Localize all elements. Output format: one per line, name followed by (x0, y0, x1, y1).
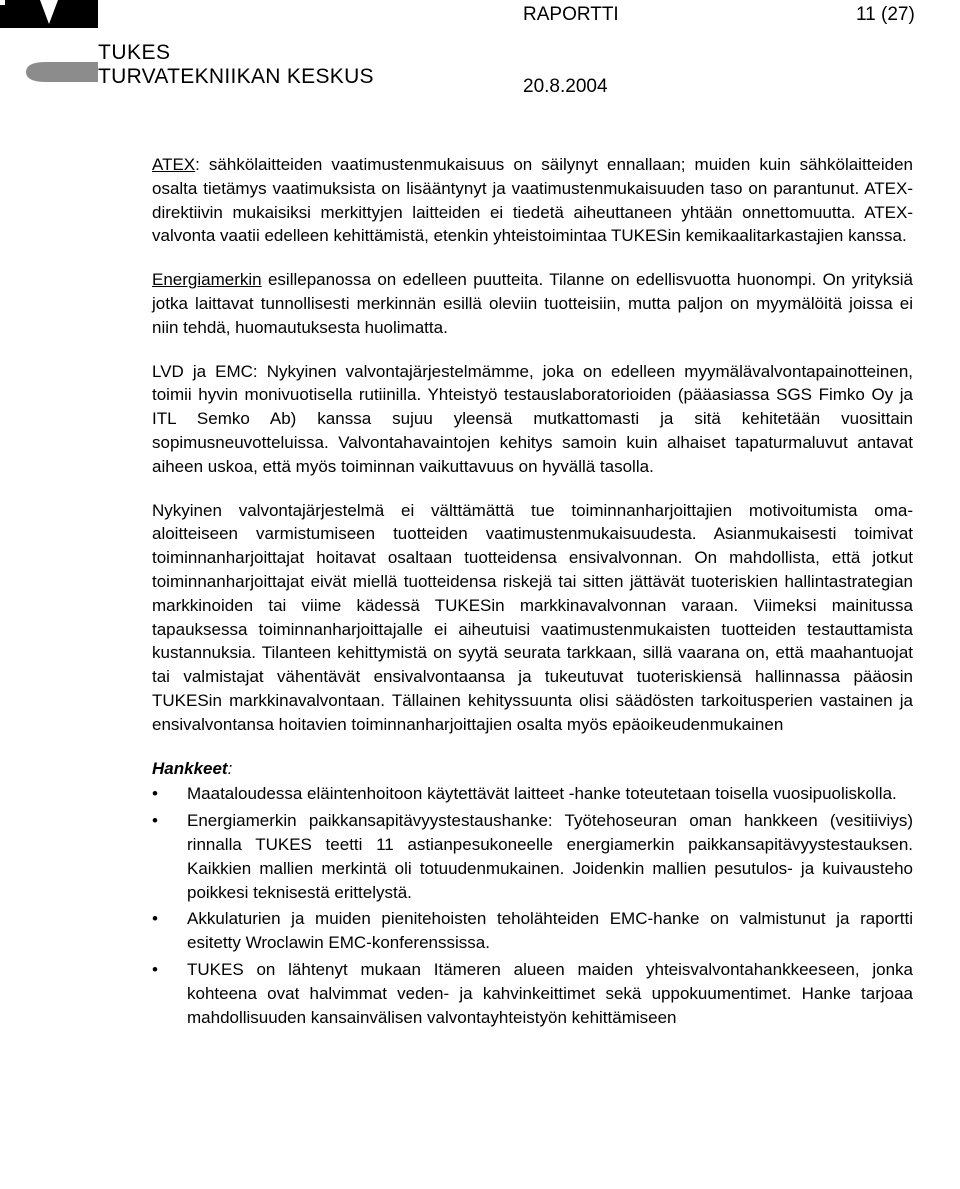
document-body (152, 153, 913, 1032)
projects-heading-colon: : (227, 758, 233, 778)
list-item-text: Energiamerkin paikkansapitävyystestaushanke: Työtehoseuran oman hankkeen (vesitiiviys) rinnalla TUKES teetti 11 astianpesukoneelle energiamerkin paikkansapitävyystestauksen. Kaikkien mallien merkintä oli totuudenmukainen. Joidenkin mallien pesutulos- ja kuivausteho poikkesi teknisestä erittelystä. (187, 811, 913, 902)
list-item-text: Akkulaturien ja muiden pienitehoisten teholähteiden EMC-hanke on valmistunut ja raportti esitetty Wroclawin EMC-konferenssissa. (187, 909, 913, 953)
paragraph-atex (152, 153, 913, 248)
projects-list (152, 782, 913, 1029)
list-item-text: Maataloudessa eläintenhoitoon käytettävät laitteet -hanke toteutetaan toisella vuosipuoliskolla. (187, 784, 897, 804)
bullet-icon: • (152, 959, 158, 979)
list-item (152, 782, 913, 806)
paragraph-surveillance-system: Nykyinen valvontajärjestelmä ei välttämättä tue toiminnanharjoittajien motivoitumista oma-aloitteiseen varmistumiseen tuotteiden vaatimustenmukaisuudesta. Asianmukaisesti toimivat toiminnanharjoittajat hoitavat osaltaan tuotteidensa ensivalvonnan. On mahdollista, että jotkut toiminnanharjoittajat eivät miellä tuotteidensa riskejä tai sitten jättävät tuoteriskien hallintastrategian markkinoiden tai viime kädessä TUKESin markkinavalvonnan varaan. Viimeksi mainitussa tapauksessa toiminnanharjoittajalle ei aiheutuisi vaatimustenmukaisten tuotteiden testauttamista kustannuksia. Tilanteen kehittymistä on syytä seurata tarkkaan, sillä vaarana on, että maahantuojat tai valmistajat vähentävät ensivalvontaansa ja tukeutuvat tuoteriskiensä hallinnassa pääosin TUKESin markkinavalvontaan. Tällainen kehityssuunta olisi säädösten tarkoitusperien vastainen ja ensivalvontansa hoitavien toiminnanharjoittajien osalta myös epäoikeudenmukainen (152, 500, 913, 734)
projects-heading-text: Hankkeet (152, 758, 228, 778)
atex-term: ATEX (152, 155, 196, 174)
paragraph-lvd-emc: LVD ja EMC: Nykyinen valvontajärjestelmämme, joka on edelleen myymälävalvontapainotteinen, toimii hyvin monivuotisella rutiinilla. Yhteistyö testauslaboratorioiden (pääasiassa SGS Fimko Oy ja ITL Semko Ab) kanssa sujuu yleensä mutkattomasti ja sitä kehitetään vuosittain sopimusneuvotteluissa. Valvontahavaintojen kehitys samoin kuin alhaiset tapaturmaluvut antavat aiheen uskoa, että myös toiminnan vaikuttavuus on hyvällä tasolla. (152, 361, 913, 476)
energy-label-term: Energiamerkin (152, 270, 262, 290)
energy-label-text: esillepanossa on edelleen puutteita. Tilanne on edellisvuotta huonompi. On yrityksiä jotka laittavat tunnollisesti merkinnän esillä oleviin tuotteisiin, mutta paljon on myymälöitä joissa ei niin tehdä, huomautuksesta huolimatta. (152, 270, 913, 337)
atex-text: : sähkölaitteiden vaatimustenmukaisuus on säilynyt ennallaan; muiden kuin sähkölaitteiden osalta tietämys vaatimuksista on lisääntynyt ja vaatimustenmukaisuuden taso on parantunut. ATEX-direktiivin mukaisiksi merkittyjen laitteiden ei tiedetä aiheuttaneen yhtään onnettomuutta. ATEX-valvonta vaatii edelleen kehittämistä, etenkin yhteistoimintaa TUKESin kemikaalitarkastajien kanssa. (152, 155, 913, 246)
list-item-text: TUKES on lähtenyt mukaan Itämeren alueen maiden yhteisvalvontahankkeeseen, jonka kohteena ovat halvimmat veden- ja kahvinkeittimet sekä uppokuumentimet. Hanke tarjoaa mahdollisuuden kansainvälisen valvontayhteistyön kehittämiseen (187, 959, 913, 1027)
projects-heading (152, 757, 913, 781)
org-full-name: TURVATEKNIIKAN KESKUS (98, 65, 374, 88)
bullet-icon: • (152, 811, 158, 831)
report-type-label: RAPORTTI (523, 4, 619, 25)
paragraph-energy-label (152, 268, 913, 339)
list-item (152, 809, 913, 904)
bullet-icon: • (152, 909, 158, 929)
organization-name (98, 41, 374, 89)
list-item (152, 907, 913, 955)
list-item (152, 958, 913, 1029)
page-number: 11 (27) (856, 4, 915, 25)
report-date: 20.8.2004 (523, 76, 608, 97)
bullet-icon: • (152, 784, 158, 804)
tukes-logo (0, 0, 98, 95)
org-short-name: TUKES (98, 41, 171, 64)
page-header (0, 0, 960, 110)
